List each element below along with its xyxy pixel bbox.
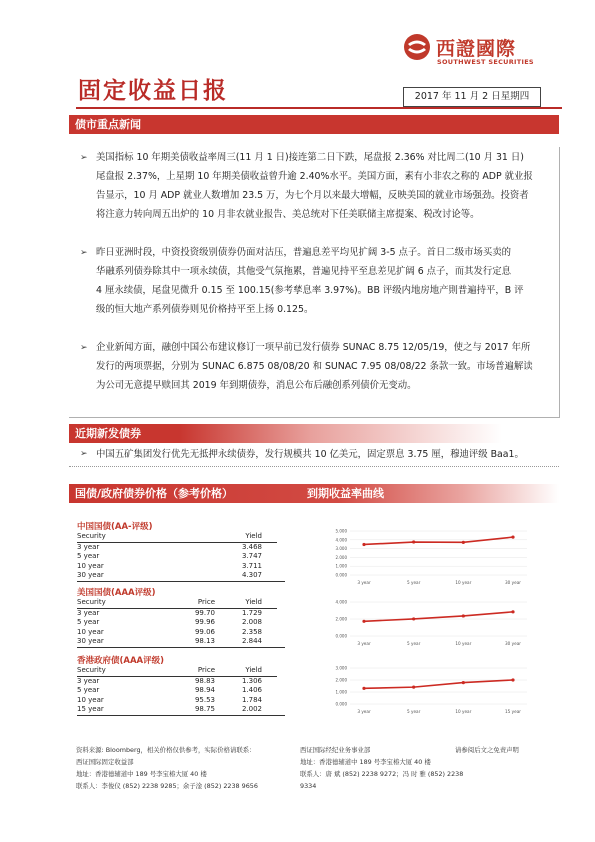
- data-point: [511, 535, 514, 538]
- y-tick-label: 1.000: [335, 563, 347, 569]
- data-point: [412, 686, 415, 689]
- data-point: [462, 681, 465, 684]
- x-tick-label: 15 year: [504, 709, 522, 714]
- table-row: 10 year 95.53 1.784: [77, 695, 262, 704]
- data-point: [412, 540, 415, 543]
- table-title: 中国国债(AA-评级): [77, 522, 153, 532]
- table-row: 30 year 4.307: [77, 571, 262, 579]
- table-row: 5 year 98.94 1.406: [77, 686, 262, 694]
- data-point: [462, 614, 465, 617]
- bullet-arrow-icon: ➢: [80, 153, 88, 163]
- page-title: 固定收益日报: [78, 78, 228, 104]
- yield-curve-svg: [320, 598, 535, 648]
- data-point: [362, 687, 365, 690]
- y-tick-label: 4.000: [335, 599, 347, 605]
- x-tick-label: 5 year: [406, 709, 421, 714]
- table-hk-government-bond: [77, 654, 277, 716]
- news-item-3: 企业新闻方面，融创中国公布建议修订一项早前已发行债券 SUNAC 8.75 12/05/19，使之与 2017 年所 发行的两项票据，分别为 SUNAC 6.875 08/08/20 和 SUNAC 7.95 08/08/22 条款一致。市场普遍解读 为公司无意提早赎回其 2019 年到期债券，消息公布后融创系列债价无变动。: [96, 342, 533, 391]
- company-name-chinese: 西證國際: [436, 38, 517, 60]
- data-point: [362, 620, 365, 623]
- y-tick-label: 0.000: [335, 633, 347, 639]
- footer-left: 资料来源: Bloomberg，相关价格仅供参考，实际价格请联系： 西证国际固定收益部 地址：香港德辅道中 189 号李宝椿大厦 40 楼 联系人：李俊仪 (852) 2238 9285；余子淦 (852) 2238 9656: [76, 746, 258, 790]
- table-header-row: Security Price Yield: [77, 666, 277, 677]
- table-row: 10 year 99.06 2.358: [77, 627, 262, 636]
- yield-curve-svg: [320, 527, 535, 587]
- report-date: 2017 年 11 月 2 日星期四: [403, 87, 541, 107]
- table-row: 30 year 98.13 2.844: [77, 637, 262, 645]
- y-tick-label: 2.000: [335, 616, 347, 622]
- dotted-divider: [69, 466, 559, 467]
- bullet-arrow-icon: ➢: [80, 343, 88, 353]
- y-tick-label: 0.000: [335, 572, 347, 578]
- y-tick-label: 3.000: [335, 546, 347, 552]
- y-tick-label: 4.000: [335, 537, 347, 543]
- x-tick-label: 3 year: [357, 641, 371, 646]
- company-logo-icon: [403, 33, 431, 61]
- table-row: 5 year 99.96 2.008: [77, 618, 262, 626]
- series-line: [364, 537, 513, 544]
- yield-curve-svg: [320, 664, 535, 716]
- table-end-rule: [77, 715, 285, 716]
- y-tick-label: 3.000: [335, 665, 347, 671]
- x-tick-label: 3 year: [357, 709, 371, 714]
- x-tick-label: 10 year: [455, 709, 472, 714]
- prices-section-heading: [69, 484, 559, 503]
- new-bond-item: 中国五矿集团发行优先无抵押永续债券，发行规模共 10 亿美元，固定票息 3.75 厘，穆迪评级 Baa1。: [96, 449, 524, 460]
- bullet-arrow-icon: ➢: [80, 449, 88, 459]
- data-point: [462, 541, 465, 544]
- company-name-english: SOUTHWEST SECURITIES: [437, 58, 534, 66]
- data-point: [412, 617, 415, 620]
- table-row: 3 year 98.83 1.306: [77, 676, 262, 685]
- table-china-treasury: [77, 520, 277, 582]
- x-tick-label: 30 year: [504, 641, 522, 646]
- title-divider: [76, 107, 562, 109]
- y-tick-label: 1.000: [335, 689, 347, 695]
- data-point: [511, 610, 514, 613]
- table-end-rule: [77, 647, 285, 648]
- x-tick-label: 10 year: [455, 641, 472, 646]
- yield-curve-chart-hk: [320, 664, 535, 716]
- x-tick-label: 30 year: [504, 580, 522, 585]
- table-row: 3 year 3.468: [77, 542, 262, 551]
- section-bar-fade: [179, 424, 559, 443]
- prices-heading-label: 国债/政府债券价格（参考价格）: [75, 487, 234, 500]
- curves-heading-label: 到期收益率曲线: [307, 487, 384, 500]
- news-item-2: 昨日亚洲时段，中资投资级别债券仍面对沽压，普遍息差平均见扩阔 3-5 点子。首日二级市场买卖的 华融系列债券除其中一项永续债，其他受气氛拖累，普遍见持平至息差见扩阔 6 点子，而其发行定息 4 厘永续债，尾盘见微升 0.15 至 100.15(参考孳息率 3.97%)。BB 评级内地房地产則普遍持平，B 评 级的恒大地产系列债券则见价格持平至上扬 0.125。: [96, 247, 524, 315]
- table-row: 5 year 3.747: [77, 552, 262, 560]
- table-header-row: Security Price Yield: [77, 598, 277, 609]
- news-section-heading: 债市重点新闻: [69, 115, 559, 134]
- yield-curve-chart-us: [320, 598, 535, 648]
- x-tick-label: 5 year: [406, 580, 421, 585]
- yield-curve-chart-china: [320, 527, 535, 587]
- y-tick-label: 2.000: [335, 677, 347, 683]
- table-row: 10 year 3.711: [77, 561, 262, 570]
- data-point: [511, 678, 514, 681]
- y-tick-label: 5.000: [335, 528, 347, 534]
- disclaimer-note: 请参阅后文之免责声明: [455, 746, 519, 754]
- y-tick-label: 0.000: [335, 701, 347, 707]
- table-title: 香港政府债(AAA评级): [77, 656, 165, 666]
- table-us-treasury: [77, 586, 277, 648]
- x-tick-label: 3 year: [357, 580, 371, 585]
- table-title: 美国国债(AAA评级): [77, 588, 156, 598]
- table-row: 15 year 98.75 2.002: [77, 705, 262, 713]
- new-bonds-section-heading: 近期新发债券: [69, 424, 179, 443]
- series-line: [364, 680, 513, 688]
- y-tick-label: 2.000: [335, 554, 347, 560]
- table-header-row: Security Yield: [77, 532, 277, 543]
- news-item-1: 美国指标 10 年期美债收益率周三(11 月 1 日)接连第二日下跌，尾盘报 2.36% 对比周二(10 月 31 日) 尾盘报 2.37%，上星期 10 年期美债收益曾升逾 2.40%水平。美国方面，素有小非农之称的 ADP 就业报 告显示，10 月 ADP 就业人数增加 23.5 万，为七个月以来最大增幅，反映美国的就业市场强劲。投资者 将注意力转向周五出炉的 10 月非农就业报告、美总统对下任美联储主席提案、税改讨论等。: [96, 152, 533, 220]
- bullet-arrow-icon: ➢: [80, 248, 88, 258]
- x-tick-label: 5 year: [406, 641, 421, 646]
- x-tick-label: 10 year: [455, 580, 472, 585]
- data-point: [362, 543, 365, 546]
- table-row: 3 year 99.70 1.729: [77, 608, 262, 617]
- series-line: [364, 612, 513, 621]
- table-end-rule: [77, 581, 285, 582]
- footer-middle: 西证国际经纪业务事业部 地址：香港德辅道中 189 号李宝椿大厦 40 楼 联系人：唐 斌 (852) 2238 9272；冯 时 雅 (852) 2238 9334: [300, 746, 464, 790]
